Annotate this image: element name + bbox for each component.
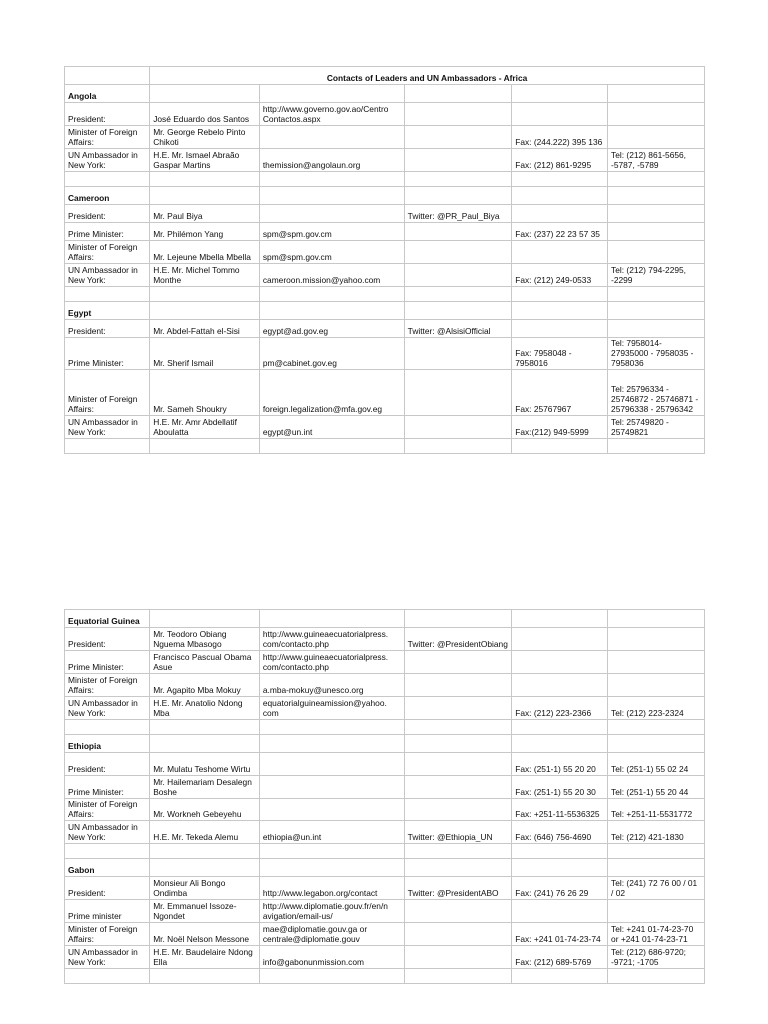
row-label: UN Ambassador in New York: <box>65 416 150 439</box>
country-name: Egypt <box>65 302 150 320</box>
empty-cell <box>608 859 705 877</box>
table-row <box>65 900 705 923</box>
official-name: H.E. Mr. Baudelaire Ndong Ella <box>150 946 260 969</box>
twitter-handle <box>404 651 512 674</box>
empty-cell <box>404 172 512 187</box>
row-label: Prime Minister: <box>65 651 150 674</box>
official-name: Mr. Teodoro Obiang Nguema Mbasogo <box>150 628 260 651</box>
website-email: spm@spm.gov.cm <box>259 241 404 264</box>
table-row <box>65 877 705 900</box>
country-name: Ethiopia <box>65 735 150 753</box>
table-row <box>65 126 705 149</box>
tel-number: Tel: (251-1) 55 02 24 <box>608 753 705 776</box>
empty-cell <box>150 85 260 103</box>
spacer-row <box>65 287 705 302</box>
empty-cell <box>150 187 260 205</box>
tel-number <box>608 205 705 223</box>
table-row <box>65 338 705 370</box>
empty-cell <box>259 720 404 735</box>
twitter-handle <box>404 149 512 172</box>
fax-number <box>512 674 608 697</box>
row-label: President: <box>65 628 150 651</box>
table-row <box>65 753 705 776</box>
empty-cell <box>512 859 608 877</box>
website-email: themission@angolaun.org <box>259 149 404 172</box>
row-label: Minister of Foreign Affairs: <box>65 126 150 149</box>
tel-number <box>608 241 705 264</box>
country-header-gabon <box>65 859 705 877</box>
website-email: pm@cabinet.gov.eg <box>259 338 404 370</box>
fax-number: Fax: +251-11-5536325 <box>512 799 608 821</box>
empty-cell <box>404 844 512 859</box>
twitter-handle <box>404 946 512 969</box>
empty-cell <box>512 969 608 984</box>
twitter-handle <box>404 370 512 416</box>
empty-cell <box>259 969 404 984</box>
website-email: cameroon.mission@yahoo.com <box>259 264 404 287</box>
empty-cell <box>608 287 705 302</box>
empty-cell <box>404 610 512 628</box>
row-label: Minister of Foreign Affairs: <box>65 241 150 264</box>
empty-cell <box>608 735 705 753</box>
empty-cell <box>150 844 260 859</box>
fax-number: Fax: (251-1) 55 20 30 <box>512 776 608 799</box>
table-row <box>65 416 705 439</box>
empty-cell <box>150 610 260 628</box>
twitter-handle <box>404 697 512 720</box>
table-row <box>65 674 705 697</box>
empty-cell <box>150 172 260 187</box>
empty-cell <box>259 187 404 205</box>
tel-number: Tel: (212) 686-9720; -9721; -1705 <box>608 946 705 969</box>
empty-cell <box>259 844 404 859</box>
official-name: Mr. Sherif Ismail <box>150 338 260 370</box>
table-row <box>65 697 705 720</box>
table-row <box>65 946 705 969</box>
fax-number: Fax: (212) 249-0533 <box>512 264 608 287</box>
official-name: H.E. Mr. Tekeda Alemu <box>150 821 260 844</box>
empty-cell <box>150 287 260 302</box>
contacts-table-page-2 <box>64 609 705 984</box>
website-email <box>259 126 404 149</box>
tel-number: Tel: (212) 861-5656, -5787, -5789 <box>608 149 705 172</box>
official-name: Mr. Hailemariam Desalegn Boshe <box>150 776 260 799</box>
table-row <box>65 205 705 223</box>
website-email: http://www.diplomatie.gouv.fr/en/n avigation/email-us/ <box>259 900 404 923</box>
empty-cell <box>259 287 404 302</box>
empty-cell <box>150 859 260 877</box>
row-label: President: <box>65 877 150 900</box>
table-row <box>65 628 705 651</box>
country-header-egypt <box>65 302 705 320</box>
country-name: Equatorial Guinea <box>65 610 150 628</box>
empty-cell <box>259 172 404 187</box>
row-label: UN Ambassador in New York: <box>65 946 150 969</box>
empty-cell <box>404 302 512 320</box>
country-header-cameroon <box>65 187 705 205</box>
country-name: Cameroon <box>65 187 150 205</box>
empty-cell <box>404 720 512 735</box>
website-email <box>259 205 404 223</box>
fax-number: Fax: (646) 756-4690 <box>512 821 608 844</box>
empty-cell <box>512 187 608 205</box>
empty-cell <box>404 187 512 205</box>
official-name: H.E. Mr. Ismael Abraão Gaspar Martins <box>150 149 260 172</box>
fax-number: Fax: (237) 22 23 57 35 <box>512 223 608 241</box>
country-header-equatorial-guinea <box>65 610 705 628</box>
row-label: UN Ambassador in New York: <box>65 149 150 172</box>
empty-cell <box>404 439 512 454</box>
empty-cell <box>404 287 512 302</box>
empty-cell <box>259 859 404 877</box>
document-title: Contacts of Leaders and UN Ambassadors - Africa <box>150 67 705 85</box>
country-header-angola <box>65 85 705 103</box>
table-row <box>65 241 705 264</box>
fax-number <box>512 103 608 126</box>
row-label: UN Ambassador in New York: <box>65 821 150 844</box>
official-name: Mr. Paul Biya <box>150 205 260 223</box>
tel-number: Tel: (251-1) 55 20 44 <box>608 776 705 799</box>
twitter-handle: Twitter: @PresidentABO <box>404 877 512 900</box>
tel-number <box>608 628 705 651</box>
twitter-handle <box>404 923 512 946</box>
fax-number <box>512 205 608 223</box>
row-label: President: <box>65 753 150 776</box>
spacer-row <box>65 172 705 187</box>
table-row <box>65 776 705 799</box>
website-email: http://www.guineaecuatorialpress. com/contacto.php <box>259 651 404 674</box>
twitter-handle <box>404 241 512 264</box>
row-label: Prime Minister: <box>65 338 150 370</box>
official-name: José Eduardo dos Santos <box>150 103 260 126</box>
fax-number: Fax: 7958048 - 7958016 <box>512 338 608 370</box>
official-name: Mr. George Rebelo Pinto Chikoti <box>150 126 260 149</box>
row-label: President: <box>65 320 150 338</box>
official-name: Mr. Philémon Yang <box>150 223 260 241</box>
official-name: Francisco Pascual Obama Asue <box>150 651 260 674</box>
tel-number: Tel: 7958014- 27935000 - 7958035 - 7958036 <box>608 338 705 370</box>
row-label: Prime Minister: <box>65 776 150 799</box>
tel-number: Tel: (212) 223-2324 <box>608 697 705 720</box>
empty-cell <box>150 439 260 454</box>
official-name: Mr. Noël Nelson Messone <box>150 923 260 946</box>
row-label: Minister of Foreign Affairs: <box>65 674 150 697</box>
empty-cell <box>65 287 150 302</box>
tel-number <box>608 900 705 923</box>
fax-number <box>512 651 608 674</box>
website-email: egypt@un.int <box>259 416 404 439</box>
empty-cell <box>608 610 705 628</box>
empty-cell <box>150 969 260 984</box>
empty-cell <box>404 969 512 984</box>
tel-number <box>608 126 705 149</box>
row-label: President: <box>65 103 150 126</box>
empty-cell <box>150 302 260 320</box>
table-row <box>65 370 705 416</box>
table-row <box>65 320 705 338</box>
twitter-handle: Twitter: @Ethiopia_UN <box>404 821 512 844</box>
empty-cell <box>512 302 608 320</box>
tel-number: Tel: +241 01-74-23-70 or +241 01-74-23-71 <box>608 923 705 946</box>
row-label: President: <box>65 205 150 223</box>
tel-number <box>608 223 705 241</box>
twitter-handle: Twitter: @PR_Paul_Biya <box>404 205 512 223</box>
website-email: a.mba-mokuy@unesco.org <box>259 674 404 697</box>
empty-cell <box>608 172 705 187</box>
empty-cell <box>65 439 150 454</box>
fax-number: Fax: (251-1) 55 20 20 <box>512 753 608 776</box>
twitter-handle: Twitter: @AlsisiOfficial <box>404 320 512 338</box>
spacer-row <box>65 439 705 454</box>
row-label: Prime minister <box>65 900 150 923</box>
country-name: Angola <box>65 85 150 103</box>
fax-number <box>512 241 608 264</box>
tel-number <box>608 103 705 126</box>
table-row <box>65 149 705 172</box>
official-name: Monsieur Ali Bongo Ondimba <box>150 877 260 900</box>
tel-number <box>608 320 705 338</box>
empty-cell <box>259 610 404 628</box>
empty-cell <box>608 85 705 103</box>
empty-cell <box>150 720 260 735</box>
row-label: UN Ambassador in New York: <box>65 264 150 287</box>
empty-cell <box>512 172 608 187</box>
empty-cell <box>608 302 705 320</box>
contacts-table-page-1 <box>64 66 705 454</box>
empty-cell <box>65 969 150 984</box>
empty-cell <box>608 969 705 984</box>
fax-number: Fax: (244.222) 395 136 <box>512 126 608 149</box>
title-row <box>65 67 705 85</box>
twitter-handle <box>404 776 512 799</box>
website-email <box>259 776 404 799</box>
tel-number: Tel: 25796334 - 25746872 - 25746871 - 25796338 - 25796342 <box>608 370 705 416</box>
official-name: H.E. Mr. Anatolio Ndong Mba <box>150 697 260 720</box>
fax-number <box>512 320 608 338</box>
tel-number: Tel: (212) 421-1830 <box>608 821 705 844</box>
tel-number: Tel: (212) 794-2295, -2299 <box>608 264 705 287</box>
fax-number: Fax: (212) 861-9295 <box>512 149 608 172</box>
official-name: H.E. Mr. Amr Abdellatif Aboulatta <box>150 416 260 439</box>
fax-number <box>512 628 608 651</box>
twitter-handle <box>404 416 512 439</box>
row-label: Minister of Foreign Affairs: <box>65 799 150 821</box>
empty-cell <box>259 302 404 320</box>
website-email: http://www.guineaecuatorialpress. com/contacto.php <box>259 628 404 651</box>
empty-cell <box>65 844 150 859</box>
spacer-row <box>65 720 705 735</box>
empty-cell <box>512 439 608 454</box>
fax-number: Fax: (241) 76 26 29 <box>512 877 608 900</box>
empty-cell <box>512 85 608 103</box>
table-row <box>65 923 705 946</box>
tel-number: Tel: +251-11-5531772 <box>608 799 705 821</box>
empty-cell <box>608 844 705 859</box>
fax-number: Fax:(212) 949-5999 <box>512 416 608 439</box>
empty-cell <box>404 85 512 103</box>
twitter-handle <box>404 900 512 923</box>
fax-number: Fax: +241 01-74-23-74 <box>512 923 608 946</box>
country-header-ethiopia <box>65 735 705 753</box>
table-row <box>65 223 705 241</box>
official-name: H.E. Mr. Michel Tommo Monthe <box>150 264 260 287</box>
twitter-handle <box>404 126 512 149</box>
twitter-handle: Twitter: @PresidentObiang <box>404 628 512 651</box>
twitter-handle <box>404 753 512 776</box>
empty-cell <box>512 720 608 735</box>
twitter-handle <box>404 338 512 370</box>
website-email: http://www.governo.gov.ao/Centro Contactos.aspx <box>259 103 404 126</box>
website-email: ethiopia@un.int <box>259 821 404 844</box>
official-name: Mr. Lejeune Mbella Mbella <box>150 241 260 264</box>
empty-cell <box>259 735 404 753</box>
official-name: Mr. Emmanuel Issoze-Ngondet <box>150 900 260 923</box>
twitter-handle <box>404 674 512 697</box>
fax-number: Fax: (212) 689-5769 <box>512 946 608 969</box>
empty-cell <box>512 844 608 859</box>
empty-cell <box>512 287 608 302</box>
table-row <box>65 264 705 287</box>
website-email: mae@diplomatie.gouv.ga or centrale@diplomatie.gouv <box>259 923 404 946</box>
twitter-handle <box>404 799 512 821</box>
official-name: Mr. Workneh Gebeyehu <box>150 799 260 821</box>
table-row <box>65 821 705 844</box>
tel-number <box>608 651 705 674</box>
empty-cell <box>65 720 150 735</box>
website-email: equatorialguineamission@yahoo. com <box>259 697 404 720</box>
empty-cell <box>259 439 404 454</box>
empty-cell <box>404 735 512 753</box>
website-email: info@gabonunmission.com <box>259 946 404 969</box>
fax-number: Fax: 25767967 <box>512 370 608 416</box>
website-email: http://www.legabon.org/contact <box>259 877 404 900</box>
empty-cell <box>65 172 150 187</box>
empty-cell <box>404 859 512 877</box>
table-row <box>65 651 705 674</box>
official-name: Mr. Agapito Mba Mokuy <box>150 674 260 697</box>
row-label: UN Ambassador in New York: <box>65 697 150 720</box>
empty-cell <box>512 610 608 628</box>
empty-cell <box>608 187 705 205</box>
twitter-handle <box>404 264 512 287</box>
empty-cell <box>608 439 705 454</box>
tel-number <box>608 674 705 697</box>
empty-cell <box>259 85 404 103</box>
empty-cell <box>512 735 608 753</box>
spacer-row <box>65 844 705 859</box>
empty-cell <box>150 735 260 753</box>
website-email: spm@spm.gov.cm <box>259 223 404 241</box>
spacer-row <box>65 969 705 984</box>
tel-number: Tel: 25749820 - 25749821 <box>608 416 705 439</box>
official-name: Mr. Sameh Shoukry <box>150 370 260 416</box>
empty-cell <box>608 720 705 735</box>
website-email <box>259 753 404 776</box>
fax-number <box>512 900 608 923</box>
official-name: Mr. Mulatu Teshome Wirtu <box>150 753 260 776</box>
row-label: Prime Minister: <box>65 223 150 241</box>
table-row <box>65 103 705 126</box>
tel-number: Tel: (241) 72 76 00 / 01 / 02 <box>608 877 705 900</box>
fax-number: Fax: (212) 223-2366 <box>512 697 608 720</box>
website-email <box>259 799 404 821</box>
row-label: Minister of Foreign Affairs: <box>65 370 150 416</box>
country-name: Gabon <box>65 859 150 877</box>
twitter-handle <box>404 103 512 126</box>
row-label: Minister of Foreign Affairs: <box>65 923 150 946</box>
twitter-handle <box>404 223 512 241</box>
table-row <box>65 799 705 821</box>
website-email: egypt@ad.gov.eg <box>259 320 404 338</box>
official-name: Mr. Abdel-Fattah el-Sisi <box>150 320 260 338</box>
website-email: foreign.legalization@mfa.gov.eg <box>259 370 404 416</box>
